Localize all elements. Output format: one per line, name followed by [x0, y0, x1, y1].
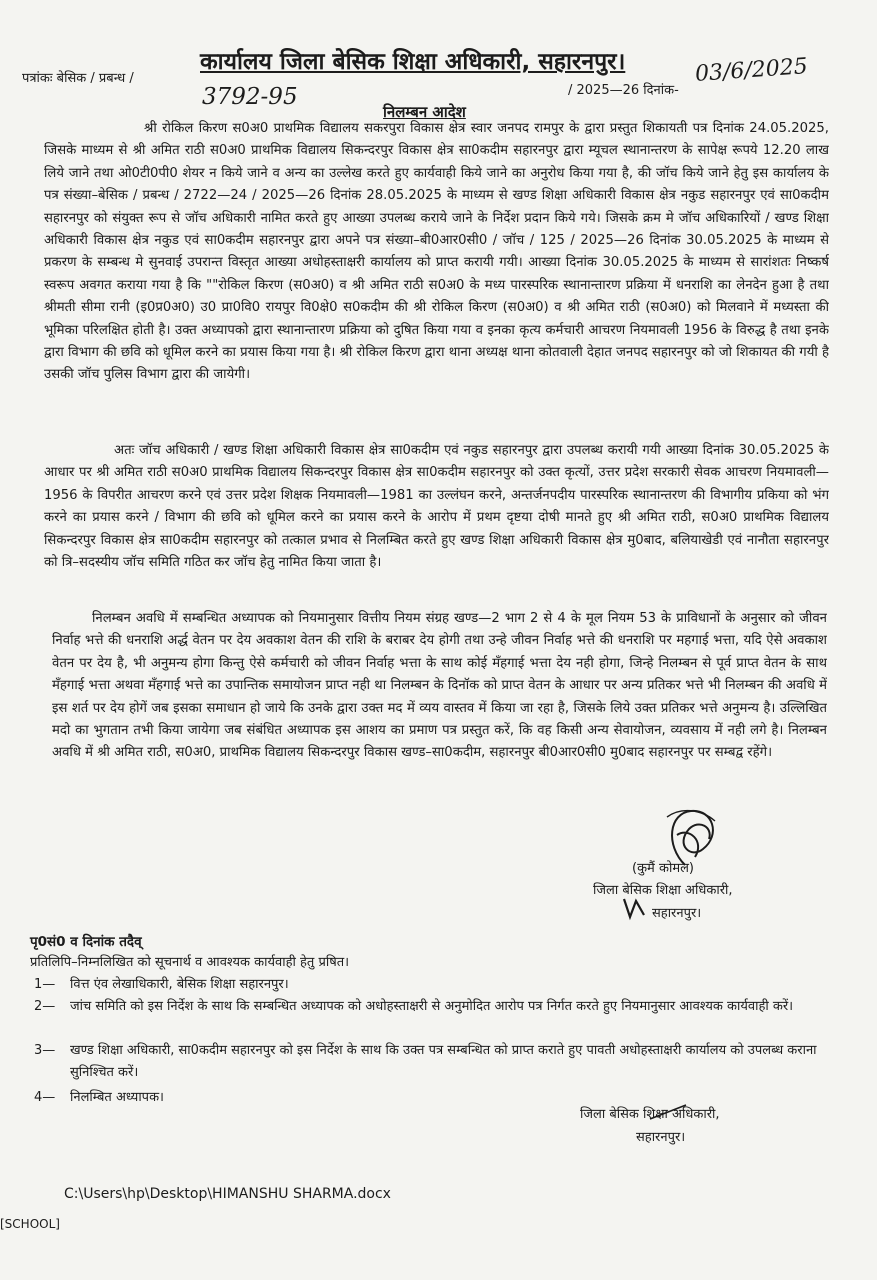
file-path: C:\Users\hp\Desktop\HIMANSHU SHARMA.docx — [64, 1186, 391, 1202]
copy-item-text: खण्ड शिक्षा अधिकारी, सा0कदीम सहारनपुर को इस निर्देश के साथ कि उक्त पत्र सम्बन्धित को प्राप्त कराते हुए पावती अधोहस्ताक्षरी कार्यालय को उपलब्ध कराना सुनिश्चित करें। — [70, 1043, 817, 1080]
date-label: / 2025—26 दिनांक- — [568, 83, 679, 98]
initial-mark — [620, 895, 648, 921]
signatory-designation: जिला बेसिक शिक्षा अधिकारी, — [593, 883, 733, 898]
signatory-place: सहारनपुर। — [652, 906, 702, 921]
copy-intro: प्रतिलिपि–निम्नलिखित को सूचनार्थ व आवश्यक कार्यवाही हेतु प्रषित। — [30, 955, 350, 970]
footer-designation: जिला बेसिक शिक्षा अधिकारी, — [580, 1107, 720, 1122]
order-paragraph-3: निलम्बन अवधि में सम्बन्धित अध्यापक को नियमानुसार वित्तीय नियम संग्रह खण्ड—2 भाग 2 से 4 के मूल नियम 53 के प्राविधानों के अनुसार को जीवन निर्वाह भत्ते की धनराशि अर्द्ध वेतन पर देय अवकाश वेतन की राशि के बराबर देय होगी तथा उन्हे जीवन निर्वाह भत्ते की धनराशि पर महगाई भत्ता, यदि ऐसे अवकाश वेतन पर देय है, भी अनुमन्य होगा किन्तु ऐसे कर्मचारी को जीवन निर्वाह भत्ता के साथ कोई मँहगाई भत्ता देय नही होगा, जिन्हे निलम्बन से पूर्व प्राप्त वेतन के साथ मँहगाई भत्ता अथवा मँहगाई भत्ते का उपान्तिक समायोजन प्राप्त नही था निलम्बन के दिनॉक को प्राप्त वेतन के आधार पर अन्य प्रतिकर भत्ते भी निलम्बन की अवधि में इस शर्त पर देय होगें जब इसका समाधान हो जाये कि उनके द्वारा उक्त मद में व्यय वास्तव में किया जा रहा है, जिसके लिये उक्त प्रतिकर भत्ते अनुमन्य है। उल्लिखित मदो का भुगतान तभी किया जायेगा जब संबंधित अध्यापक इस आशय का प्रमाण पत्र प्रस्तुत करें, कि वह किसी अन्य सेवायोजन, व्यवसाय में नही लगे है। निलम्बन अवधि में श्री अमित राठी, स0अ0, प्राथमिक विद्यालय सिकन्दरपुर विकास खण्ड–सा0कदीम, सहारनपुर बी0आर0सी0 मु0बाद सहारनपुर पर सम्बद्व रहेंगे। — [52, 611, 827, 761]
footer-place: सहारनपुर। — [636, 1130, 686, 1145]
office-title: कार्यालय जिला बेसिक शिक्षा अधिकारी, सहारनपुर। — [200, 49, 626, 75]
pen-stroke — [648, 1103, 688, 1121]
copy-item-number: 2— — [34, 999, 56, 1014]
reference-number-handwritten: 3792-95 — [202, 84, 298, 110]
order-title: निलम्बन आदेश — [383, 103, 466, 121]
order-paragraph-2: अतः जॉच अधिकारी / खण्ड शिक्षा अधिकारी विकास क्षेत्र सा0कदीम एवं नकुड सहारनपुर द्वारा उपलब्ध करायी गयी आख्या दिनांक 30.05.2025 के आधार पर श्री अमित राठी स0अ0 प्राथमिक विद्यालय सिकन्दरपुर विकास क्षेत्र सा0कदीम सहारनपुर को उक्त कृत्यों, उत्तर प्रदेश सरकारी सेवक आचरण नियमावली—1956 के विपरीत आचरण करने एवं उत्तर प्रदेश शिक्षक नियमावली—1981 का उल्लंघन करने, अन्तर्जनपदीय पारस्परिक स्थानान्तरण की विभागीय प्रकिया को भंग करने का प्रयास करने / विभाग की छवि को धूमिल करने का प्रयास करने के आरोप में प्रथम दृष्टया दोषी मानते हुए श्री अमित राठी, स0अ0 प्राथमिक विद्यालय सिकन्दरपुर विकास क्षेत्र सा0कदीम सहारनपुर को तत्काल प्रभाव से निलम्बित करते हुए खण्ड शिक्षा अधिकारी विकास क्षेत्र मु0बाद, बलियाखेडी एवं नानौता सहारनपुर को त्रि–सदस्यीय जॉच समिति गठित कर जॉच हेतु नामित किया जाता है। — [44, 443, 829, 571]
signatory-name: (कुमैं कोमल) — [632, 861, 694, 876]
reference-label: पत्रांकः बेसिक / प्रबन्ध / — [22, 71, 134, 86]
copy-item-number: 4— — [34, 1090, 56, 1105]
copy-item-text: जांच समिति को इस निर्देश के साथ कि सम्बन्धित अध्यापक को अधोहस्ताक्षरी से अनुमोदित आरोप पत्र निर्गत करते हुए नियमानुसार आवश्यक कार्यवाही करें। — [70, 999, 794, 1014]
copy-reference-line: पृ0सं0 व दिनांक तदैव् — [30, 934, 142, 950]
copy-item-number: 1— — [34, 977, 56, 992]
copy-item-number: 3— — [34, 1043, 56, 1058]
copy-item-text: वित्त एंव लेखाधिकारी, बेसिक शिक्षा सहारनपुर। — [70, 977, 289, 992]
order-paragraph-1: श्री रोकिल किरण स0अ0 प्राथमिक विद्यालय सकरपुरा विकास क्षेत्र स्वार जनपद रामपुर के द्वारा प्रस्तुत शिकायती पत्र दिनांक 24.05.2025, जिसके माध्यम से श्री अमित राठी स0अ0 प्राथमिक विद्यालय सिकन्दरपुर विकास क्षेत्र सा0कदीम सहारनपुर द्वारा म्यूचल स्थानान्तरण के सापेक्ष रूपये 12.20 लाख लिये जाने तथा ओ0टी0पी0 शेयर न किये जाने व अन्य का उल्लेख करते हुए कार्यवाही किये जाने का अनुरोध किया गया है, की जॉच किये जाने हेतु इस कार्यालय के पत्र संख्या–बेसिक / प्रबन्ध / 2722—24 / 2025—26 दिनांक 28.05.2025 के माध्यम से खण्ड शिक्षा अधिकारी विकास क्षेत्र नकुड सहारनपुर एवं सा0कदीम सहारनपुर को संयुक्त रूप से जॉच अधिकारी नामित करते हुए आख्या उपलब्ध कराये जाने के निर्देश प्रदान किये गये। जिसके क्रम मे जॉच अधिकारियों / खण्ड शिक्षा अधिकारी विकास क्षेत्र नकुड एवं सा0कदीम सहारनपुर द्वारा अपने पत्र संख्या–बी0आर0सी0 / जॉच / 125 / 2025—26 दिनांक 30.05.2025 के माध्यम से प्रकरण के सम्बन्ध मे सुनवाई उपरान्त विस्तृत आख्या अधोहस्ताक्षरी कार्यालय को प्राप्त करायी गयी। आख्या दिनांक 30.05.2025 के माध्यम से सारांशतः निष्कर्ष स्वरूप अवगत कराया गया है कि ""रोकिल किरण (स0अ0) व श्री अमित राठी स0अ0 के मध्य पारस्परिक स्थानान्तारण प्रक्रिया में धनराशि का लेनदेन हुआ है तथा श्रीमती सीमा रानी (इ0प्र0अ0) उ0 प्रा0वि0 रायपुर वि0क्षे0 स0कदीम की श्री रोकिल किरण (स0अ0) व श्री अमित राठी (स0अ0) को मिलवाने में मध्यस्ता की भूमिका परिलक्षित होती है। उक्त अध्यापको द्वारा स्थानान्तारण प्रक्रिया को दुषित किया गया व इनका कृत्य कर्मचारी आचरण नियमावली 1956 के विरुद्ध है तथा इनके द्वारा विभाग की छवि को धूमिल करने का प्रयास किया गया है। श्री रोकिल किरण द्वारा थाना अध्यक्ष थाना कोतवाली देहात जनपद सहारनपुर को जो शिकायत की गयी है उसकी जॉच पुलिस विभाग द्वारा की जायेगी। — [44, 121, 829, 383]
copy-item-text: निलम्बित अध्यापक। — [70, 1090, 164, 1105]
date-handwritten: 03/6/2025 — [694, 54, 809, 87]
school-tag: [SCHOOL] — [0, 1217, 60, 1231]
